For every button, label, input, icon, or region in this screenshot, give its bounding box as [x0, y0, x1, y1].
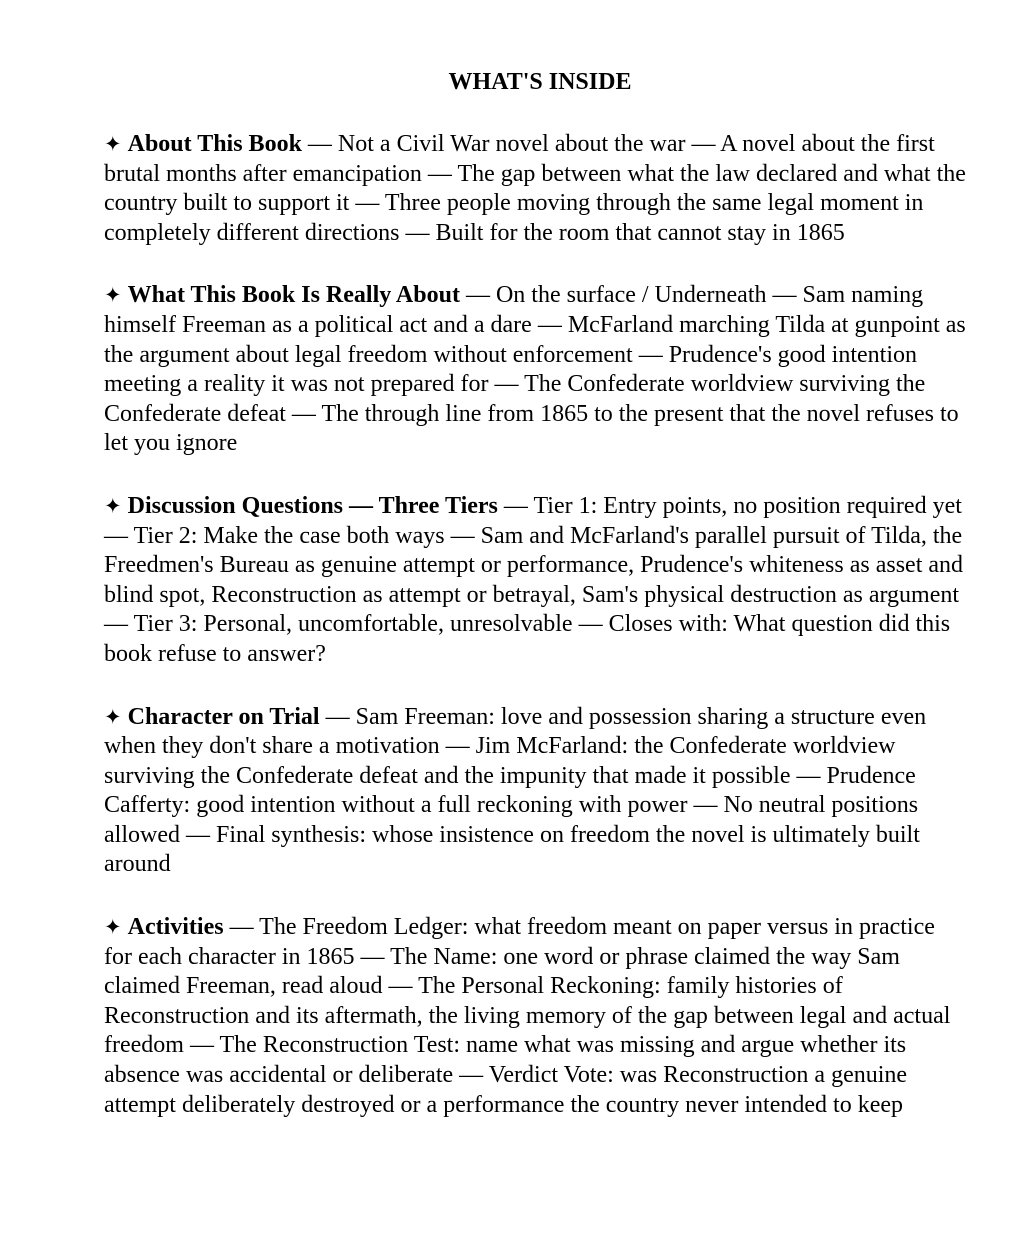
section-heading: Discussion Questions — Three Tiers: [127, 492, 498, 519]
section-body: Sam Freeman: love and possession sharing a structure even when they don't share a motivation — Jim McFarland: the Confederate worldview surviving the Confederate defeat and the impunity that made it possible — Prudence Cafferty: good intention without a full reckoning with power — No neutral positions allowed — Final synthesis: whose insistence on freedom the novel is ultimately built around: [104, 703, 927, 878]
section-body: On the surface / Underneath — Sam naming himself Freeman as a political act and a dare — McFarland marching Tilda at gunpoint as the argument about legal freedom without enforcement — Prudence's good intention meeting a reality it was not prepared for — The Confederate worldview surviving the Confederate defeat — The through line from 1865 to the present that the novel refuses to let you ignore: [104, 282, 966, 457]
section-separator: —: [319, 703, 356, 730]
section-heading: About This Book: [127, 131, 302, 157]
section-what-this-book-is-really-about: [104, 281, 966, 459]
section-separator: —: [301, 131, 338, 157]
section-separator: —: [497, 492, 534, 519]
document-content: [104, 66, 966, 1153]
section-separator: —: [459, 282, 496, 309]
section-about-this-book: [104, 130, 966, 248]
star-bullet-icon: ✦: [104, 132, 122, 156]
section-heading: Character on Trial: [127, 703, 320, 730]
section-body: Tier 1: Entry points, no position required yet — Tier 2: Make the case both ways — Sam and McFarland's parallel pursuit of Tilda, the Freedmen's Bureau as genuine attempt or performance, Prudence's whiteness as asset and blind spot, Reconstruction as attempt or betrayal, Sam's physical destruction as argument — Tier 3: Personal, uncomfortable, unresolvable — Closes with: What question did this book refuse to answer?: [104, 492, 964, 667]
star-bullet-icon: ✦: [104, 704, 122, 729]
section-character-on-trial: [104, 703, 966, 881]
star-bullet-icon: ✦: [104, 493, 122, 518]
section-heading: What This Book Is Really About: [127, 282, 460, 309]
section-discussion-questions: [104, 492, 966, 670]
star-bullet-icon: ✦: [104, 915, 122, 940]
section-body: Not a Civil War novel about the war — A novel about the first brutal months after emancipation — The gap between what the law declared and what the country built to support it — Three people moving through the same legal moment in completely different directions — Built for the room that cannot stay in 1865: [104, 131, 966, 246]
section-body: The Freedom Ledger: what freedom meant on paper versus in practice for each character in 1865 — The Name: one word or phrase claimed the way Sam claimed Freeman, read aloud — The Personal Reckoning: family histories of Reconstruction and its aftermath, the living memory of the gap between legal and actual freedom — The Reconstruction Test: name what was missing and argue whether its absence was accidental or deliberate — Verdict Vote: was Reconstruction a genuine attempt deliberately destroyed or a performance the country never intended to keep: [104, 914, 951, 1118]
section-heading: Activities: [127, 914, 224, 941]
page-title: WHAT'S INSIDE: [448, 69, 632, 95]
star-bullet-icon: ✦: [104, 283, 122, 308]
section-activities: [104, 913, 966, 1120]
section-separator: —: [223, 914, 260, 941]
